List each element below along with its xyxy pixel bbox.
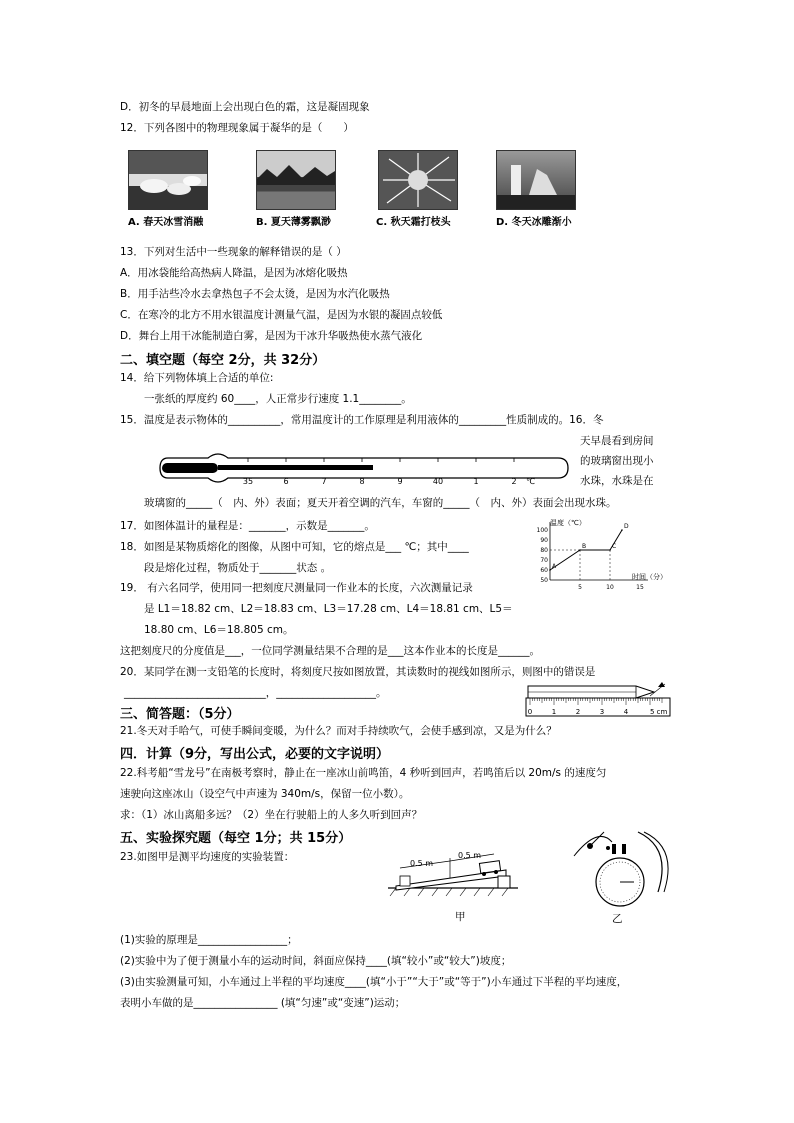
section-4-heading: 四．计算（9分，写出公式，必要的文字说明） (120, 747, 390, 762)
melt-x-tick: 5 (578, 584, 582, 591)
figure-jia-caption: 甲 (455, 911, 466, 923)
thermometer-figure (158, 448, 576, 488)
q18-blanks: 段是熔化过程，物质处于_______状态 。 (144, 562, 332, 574)
photo-a-caption: A. 春天冰雪消融 (128, 217, 204, 228)
ruler-label: 1 (551, 708, 557, 716)
q19-line-4: 这把刻度尺的分度值是___，一位同学测量结果不合理的是___这本作业本的长度是______。 (120, 645, 540, 657)
q13-option-d: D．舞台上用干冰能制造白雾，是因为干冰升华吸热使水蒸气液化 (120, 330, 423, 342)
q20-blanks: ___________________________，___________________。 (124, 687, 387, 699)
q23-part-3: (3)由实验测量可知，小车通过上半程的平均速度____(填“小于”“大于”或“等于”)小车通过下半程的平均速度， (120, 976, 628, 988)
q19-line-2: 是 L1＝18.82 cm、L2＝18.83 cm、L3＝17.28 cm、L4＝18.81 cm、L5＝ (144, 603, 513, 615)
melt-x-tick: 15 (636, 584, 644, 591)
photo-c-caption: C. 秋天霜打枝头 (376, 217, 451, 228)
melt-point-label: B (582, 543, 587, 550)
photo-b (256, 150, 336, 210)
q19-line-1: 19． 有六名同学，使用同一把刻度尺测量同一作业本的长度，六次测量记录 (120, 582, 473, 594)
q16-text-4: 玻璃窗的_____（ 内、外）表面；夏天开着空调的汽车，车窗的_____（ 内、外）表面会出现水珠。 (144, 497, 617, 509)
melt-x-tick: 10 (606, 584, 614, 591)
ramp-label-1: 0.5 m (410, 859, 434, 868)
thermo-tick-label: 35 (242, 477, 254, 486)
melt-y-tick: 100 (536, 527, 548, 534)
melt-y-tick: 50 (540, 577, 548, 584)
q13-option-b: B．用手沾些冷水去拿热包子不会太烫，是因为水汽化吸热 (120, 288, 390, 300)
photo-c (378, 150, 458, 210)
melt-point-label: C (612, 543, 617, 550)
q22-line-3: 求：（1）冰山离船多远？（2）坐在行驶船上的人多久听到回声？ (120, 809, 423, 821)
section-5-heading: 五、实验探究题（每空 1分；共 15分） (120, 831, 352, 846)
q14-blanks: 一张纸的厚度约 60____，人正常步行速度 1.1________。 (144, 393, 412, 405)
thermo-tick-label: 8 (359, 477, 365, 486)
q16-text-1: 天早晨看到房间 (580, 435, 654, 447)
q15-stem: 15．温度是表示物体的__________，常用温度计的工作原理是利用液体的_________性质制成的。16．冬 (120, 414, 604, 426)
thermo-tick-label: 6 (283, 477, 289, 486)
melting-graph (532, 514, 667, 596)
section-3-heading: 三、简答题：（5分） (120, 707, 240, 722)
q17-stem: 17．如图体温计的量程是：_______，示数是_______。 (120, 520, 375, 532)
q23-part-2: (2)实验中为了便于测量小车的运动时间，斜面应保持____(填“较小”或“较大”)坡度； (120, 955, 512, 967)
photo-d-caption: D. 冬天冰雕渐小 (496, 217, 572, 228)
q13-stem: 13．下列对生活中一些现象的解释错误的是（ ） (120, 246, 347, 258)
q12-stem: 12．下列各图中的物理现象属于凝华的是（ ） (120, 122, 354, 134)
melt-series-line (550, 530, 622, 570)
q23-stem: 23.如图甲是测平均速度的实验装置： (120, 851, 295, 863)
melt-ylabel: 温度（℃） (550, 519, 586, 527)
ramp-figure (386, 834, 520, 900)
q20-stem: 20．某同学在测一支铅笔的长度时，将刻度尺按如图放置，其读数时的视线如图所示，则图中的错误是 (120, 666, 596, 678)
q21-stem: 21.冬天对手哈气，可使手瞬间变暖，为什么？而对手持续吹气，会使手感到凉，又是为什么？ (120, 725, 557, 737)
q22-line-1: 22.科考船“雪龙号”在南极考察时，静止在一座冰山前鸣笛，4 秒听到回声，若鸣笛后以 20m/s 的速度匀 (120, 767, 607, 779)
thermo-unit: ℃ (526, 477, 535, 486)
q16-text-3: 水珠，水珠是在 (580, 475, 654, 487)
melt-y-tick: 90 (540, 537, 548, 544)
q23-part-4: 表明小车做的是________________ (填“匀速”或“变速”)运动； (120, 997, 406, 1009)
ruler-label: 0 (527, 708, 533, 716)
melt-point-label: D (624, 523, 629, 530)
ruler-label: 5 cm (650, 708, 668, 716)
melt-point (549, 569, 551, 571)
section-2-heading: 二、填空题（每空 2分，共 32分） (120, 353, 326, 368)
q11-option-d: D．初冬的早晨地面上会出现白色的霜，这是凝固现象 (120, 101, 370, 113)
ruler-label: 2 (575, 708, 581, 716)
photo-a (128, 150, 208, 210)
thermo-tick-label: 7 (321, 477, 327, 486)
q14-stem: 14．给下列物体填上合适的单位: (120, 372, 274, 384)
q13-option-a: A．用冰袋能给高热病人降温，是因为冰熔化吸热 (120, 267, 348, 279)
q16-text-2: 的玻璃窗出现小 (580, 455, 654, 467)
melt-xlabel: 时间（分） (632, 573, 667, 581)
ruler-label: 4 (623, 708, 629, 716)
ruler-label: 3 (599, 708, 605, 716)
q13-option-c: C．在寒冷的北方不用水银温度计测量气温，是因为水银的凝固点较低 (120, 309, 443, 321)
thermo-tick-label: 40 (432, 477, 444, 486)
q18-stem: 18．如图是某物质熔化的图像，从图中可知，它的熔点是___ ℃；其中____ (120, 541, 469, 553)
melt-point (621, 529, 623, 531)
q22-line-2: 速驶向这座冰山（设空气中声速为 340m/s，保留一位小数）。 (120, 788, 410, 800)
q23-part-1: (1)实验的原理是_________________； (120, 934, 298, 946)
photo-b-caption: B. 夏天薄雾飘渺 (256, 217, 331, 228)
melt-y-tick: 60 (540, 567, 548, 574)
stopwatch-figure (568, 826, 680, 908)
q19-line-3: 18.80 cm、L6＝18.805 cm。 (144, 624, 294, 636)
ramp-label-2: 0.5 m (458, 851, 482, 860)
photo-d (496, 150, 576, 210)
pencil-ruler-figure (524, 678, 672, 718)
melt-y-tick: 70 (540, 557, 548, 564)
thermo-tick-label: 9 (397, 477, 403, 486)
figure-yi-caption: 乙 (612, 913, 623, 925)
thermo-tick-label: 2 (511, 477, 517, 486)
thermo-tick-label: 1 (473, 477, 479, 486)
melt-y-tick: 80 (540, 547, 548, 554)
melt-point-label: A (552, 563, 557, 570)
